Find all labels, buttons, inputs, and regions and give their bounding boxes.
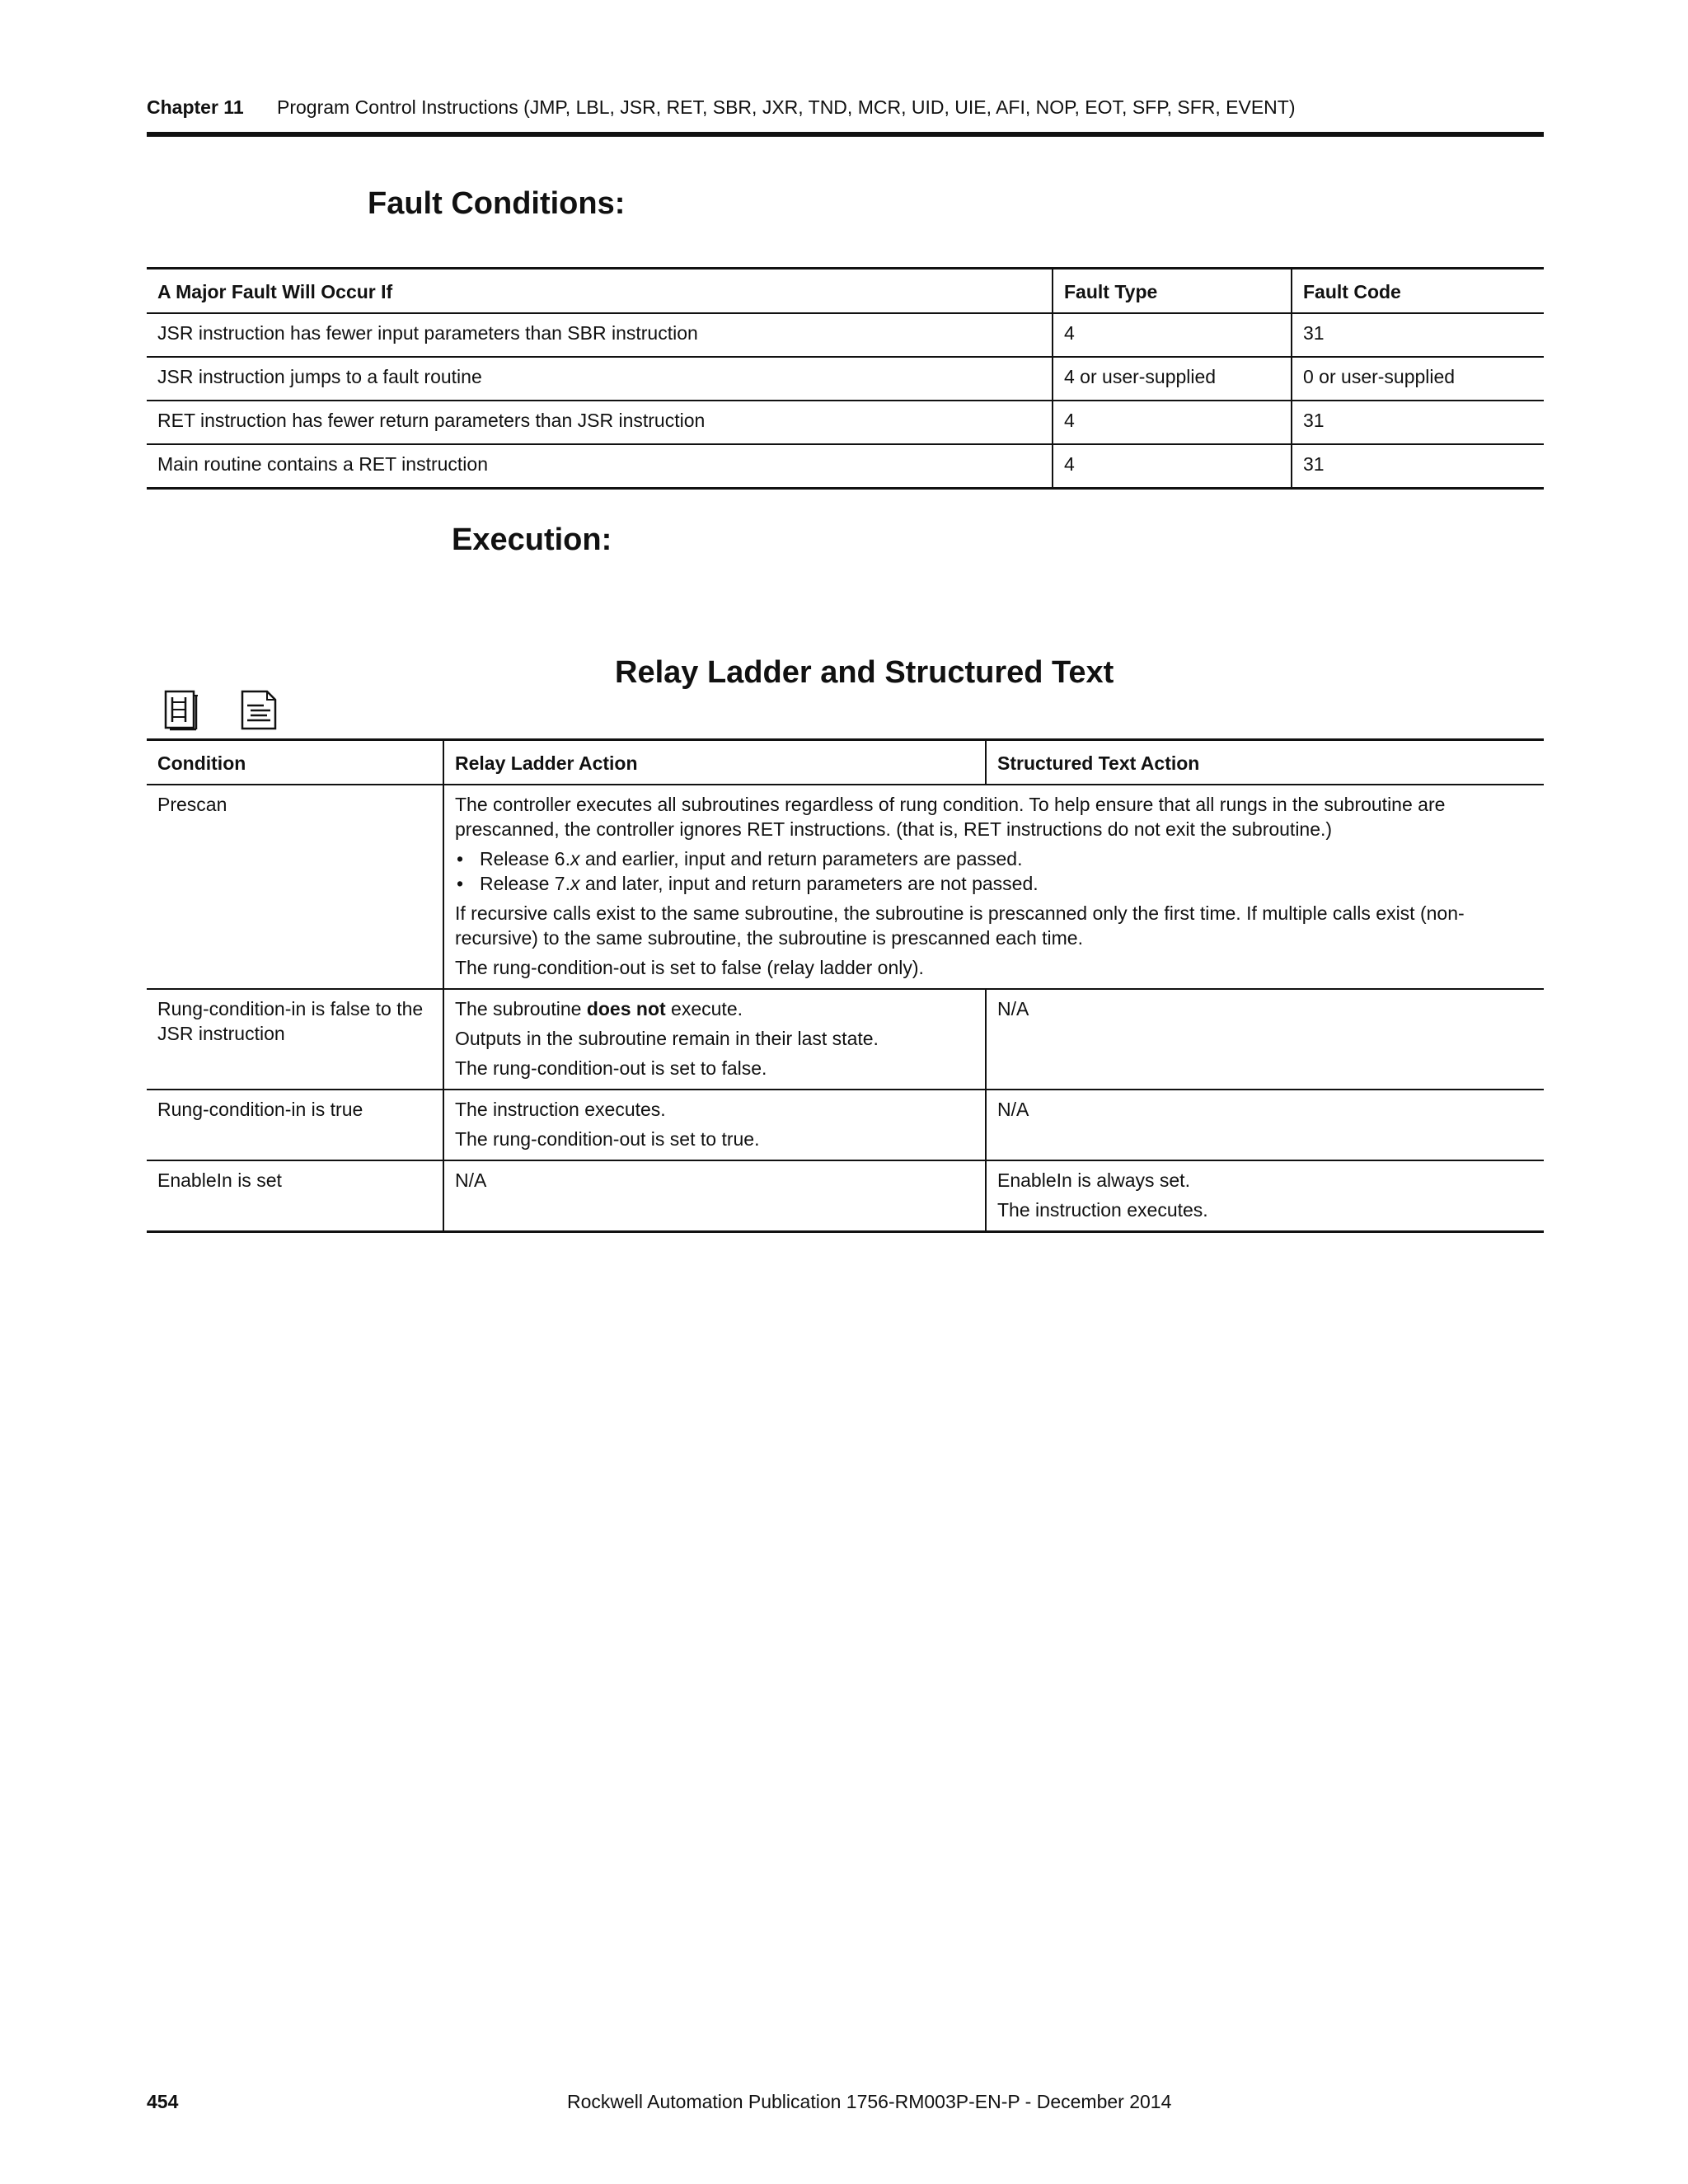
paragraph: The rung-condition-out is set to true. [455,1128,760,1150]
table-cell: 31 [1292,444,1544,488]
paragraph: The instruction executes. [997,1199,1208,1221]
action-cell: N/A [986,989,1544,1090]
fault-conditions-table [147,267,1544,490]
text: x [570,873,580,894]
column-header: Condition [147,740,443,785]
paragraph: The rung-condition-out is set to false. [455,1057,767,1079]
execution-table-title: Relay Ladder and Structured Text [615,655,1114,690]
table-row [147,1160,1544,1232]
structured-text-icon [239,689,280,736]
paragraph: If recursive calls exist to the same subroutine, the subroutine is prescanned only the first time. If multiple calls exist (non-recursive) to the same subroutine, the subroutine is prescanned each time. [455,902,1465,949]
text: and earlier, input and return parameters are passed. [579,848,1023,869]
table-header-row [147,269,1544,314]
bullet-list [455,846,1533,896]
column-header: A Major Fault Will Occur If [147,269,1053,314]
table-cell: 4 [1053,444,1292,488]
language-icons [163,689,280,736]
table-cell: 31 [1292,313,1544,357]
table-cell: 4 or user-supplied [1053,357,1292,401]
execution-heading: Execution: [452,523,612,557]
paragraph: Outputs in the subroutine remain in their last state. [455,1028,879,1049]
action-cell: N/A [986,1090,1544,1160]
table-cell: 31 [1292,401,1544,444]
action-cell [986,1160,1544,1232]
condition-cell: Rung-condition-in is true [147,1090,443,1160]
list-item [455,871,1533,896]
text: Release 7. [480,873,570,894]
paragraph: The rung-condition-out is set to false (relay ladder only). [455,957,924,978]
page-header [147,92,1544,134]
paragraph [455,996,974,1021]
paragraph: The controller executes all subroutines regardless of rung condition. To help ensure that all rungs in the subroutine are prescanned, the controller ignores RET instructions. (that is, RET instructions do not exit the subroutine.) [455,794,1446,840]
fault-conditions-heading: Fault Conditions: [368,186,626,221]
chapter-label: Chapter 11 [147,96,244,118]
execution-table [147,738,1544,1233]
paragraph: The instruction executes. [455,1099,666,1120]
action-cell [443,1090,986,1160]
column-header: Structured Text Action [986,740,1544,785]
chapter-title: Program Control Instructions (JMP, LBL, JSR, RET, SBR, JXR, TND, MCR, UID, UIE, AFI, NOP, EOT, SFP, SFR, EVENT) [277,96,1296,118]
table-cell: Main routine contains a RET instruction [147,444,1053,488]
text: x [570,848,580,869]
ladder-logic-icon [163,689,199,736]
condition-cell: EnableIn is set [147,1160,443,1232]
table-cell: RET instruction has fewer return parameters than JSR instruction [147,401,1053,444]
table-cell: JSR instruction has fewer input parameters than SBR instruction [147,313,1053,357]
action-cell [443,989,986,1090]
condition-cell: Rung-condition-in is false to the JSR instruction [147,989,443,1090]
column-header: Relay Ladder Action [443,740,986,785]
table-cell: JSR instruction jumps to a fault routine [147,357,1053,401]
table-row [147,1090,1544,1160]
action-cell [443,785,1544,989]
table-row [147,785,1544,989]
text: execute. [665,998,743,1019]
publication-info: Rockwell Automation Publication 1756-RM003P-EN-P - December 2014 [567,2091,1172,2112]
text: does not [586,998,666,1019]
table-header-row [147,740,1544,785]
paragraph: EnableIn is always set. [997,1169,1190,1191]
table-row [147,989,1544,1090]
condition-cell: Prescan [147,785,443,989]
column-header: Fault Type [1053,269,1292,314]
table-row [147,444,1544,488]
list-item [455,846,1533,871]
text: The subroutine [455,998,587,1019]
column-header: Fault Code [1292,269,1544,314]
table-row [147,357,1544,401]
text: Release 6. [480,848,570,869]
action-cell: N/A [443,1160,986,1232]
text: and later, input and return parameters are not passed. [579,873,1039,894]
header-rule [147,132,1544,137]
table-cell: 4 [1053,401,1292,444]
page-number: 454 [147,2091,179,2112]
table-row [147,401,1544,444]
table-row [147,313,1544,357]
table-cell: 4 [1053,313,1292,357]
table-cell: 0 or user-supplied [1292,357,1544,401]
